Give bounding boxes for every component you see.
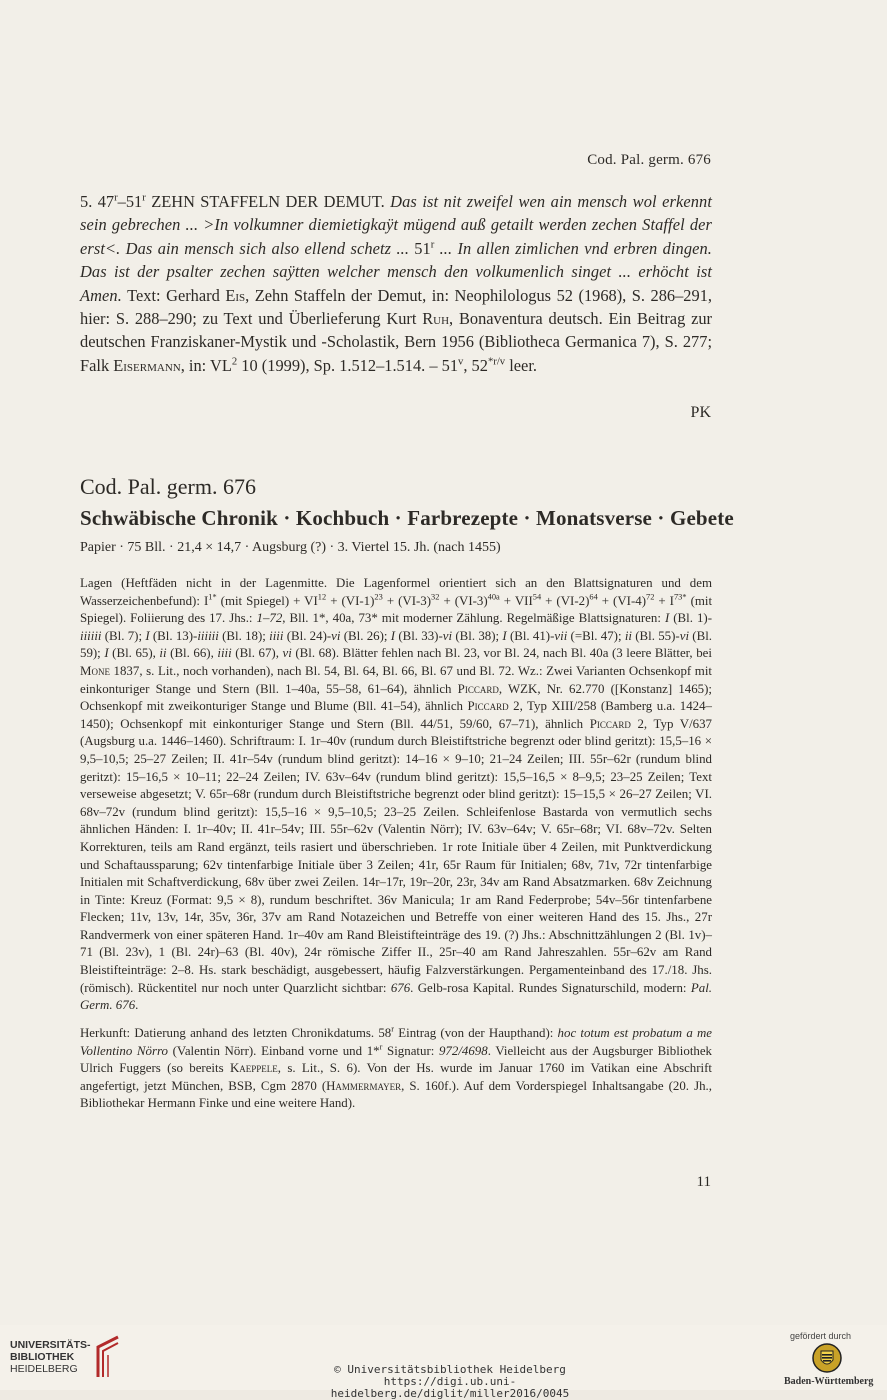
- sponsor-label: gefördert durch: [790, 1331, 852, 1341]
- copyright-notice: © Universitätsbibliothek Heidelberg https://digi.ub.uni-heidelberg.de/diglit/miller2016/0045: [270, 1364, 630, 1400]
- running-head: Cod. Pal. germ. 676: [587, 152, 711, 168]
- entry-heading: ZEHN STAFFELN DER DEMUT.: [145, 192, 391, 211]
- entry-5: 5. 47$^r$–51$^r$ ZEHN STAFFELN DER DEMUT. Das ist nit zweifel wen ain mensch wol erkennt sein gebrechen ... >In volkumner diemietigkaÿt mügend auß getailt werden zechen Staffel der erst<. Das ain mensch sich also ellend schetz ... 51$^r$ ... In allen zimlichen vnd erbren dingen. Das ist der psalter zechen saÿtten welcher mensch den volkumenlich singet ... erhöcht ist Amen. Text: Gerhard Eis, Zehn Staffeln der Demut, in: Neophilologus 52 (1968), S. 286–291, hier: S. 288–290; zu Text und Überlieferung Kurt Ruh, Bonaventura deutsch. Ein Beitrag zur deutschen Franziskaner-Mystik und -Scholastik, Bern 1956 (Bibliotheca Germanica 7), S. 277; Falk Eisermann, in: $VL^2$ 10 (1999), Sp. 1.512–1.514. – 51$^v$, $52^{*r/v}$ leer.: [80, 192, 713, 375]
- manuscript-subtitle: Schwäbische Chronik · Kochbuch · Farbrezepte · Monatsverse · Gebete: [80, 506, 734, 530]
- author-initials: PK: [690, 404, 711, 421]
- manuscript-title: Cod. Pal. germ. 676: [80, 474, 256, 499]
- ub-heidelberg-logo-icon[interactable]: [92, 1335, 122, 1379]
- provenance-paragraph: Herkunft: Datierung anhand des letzten Chronikdatums. 58$^r$ Eintrag (von der Haupthand): hoc totum est probatum a me Vollentino Nörro (Valentin Nörr). Einband vorne und 1*$^r$ Signatur: 972/4698. Vielleicht aus der Augsburger Bibliothek Ulrich Fuggers (so bereits Kaeppele, s. Lit., S. 6). Von der Hs. wurde im Januar 1760 im Vatikan eine Abschrift angefertigt, jetzt München, BSB, Cgm 2870 (Hammermayer, S. 160f.). Auf dem Vorderspiegel Inhaltsangabe (20. Jh., Bibliothekar Hermann Finke und eine weitere Hand).: [80, 1024, 713, 1111]
- sponsor-name[interactable]: Baden-Württemberg: [784, 1376, 874, 1387]
- permalink-url[interactable]: https://digi.ub.uni-heidelberg.de/diglit/miller2016/0045: [330, 1375, 570, 1400]
- entry-incipit: Das ist nit zweifel wen ain mensch wol erkennt sein gebrechen ... >In volkumner diemietigkaÿt mügend auß getailt werden zechen Staffel der erst<. Das ain mensch sich also ellend schetz ...: [80, 192, 713, 258]
- codicological-description: Lagen (Heftfäden nicht in der Lagenmitte. Die Lagenformel orientiert sich an den Blattsignaturen und dem Wasserzeichenbefund): $I^{1*}$ (mit Spiegel) + $VI^{12} + (VI-1)^{23} + (VI-3)^{32} + (VI-3)^{40a} + VII^{54} + (VI-2)^{64} + (VI-4)^{72} + I^{73*}$ (mit Spiegel). Foliierung des 17. Jhs.: 1–72, Bll. 1*, 40a, 73* mit moderner Zählung. Regelmäßige Blattsignaturen: I (Bl. 1)-iiiiii (Bl. 7); I (Bl. 13)-iiiiii (Bl. 18); iiii (Bl. 24)-vi (Bl. 26); I (Bl. 33)-vi (Bl. 38); I (Bl. 41)-vii (=Bl. 47); ii (Bl. 55)-vi (Bl. 59); I (Bl. 65), ii (Bl. 66), iiii (Bl. 67), vi (Bl. 68). Blätter fehlen nach Bl. 23, vor Bl. 24, nach Bl. 40a (3 leere Blätter, bei Mone 1837, s. Lit., noch vorhanden), nach Bl. 54, Bl. 64, Bl. 66, Bl. 67 und Bl. 72. Wz.: Zwei Varianten Ochsenkopf mit einkonturiger Stange und Stern (Bll. 1–40a, 55–58, 61–64), ähnlich Piccard, WZK, Nr. 62.770 ([Konstanz] 1465); Ochsenkopf mit zweikonturiger Stange und Blume (Bll. 41–54), ähnlich Piccard 2, Typ XIII/258 (Bamberg u.a. 1424–1450); Ochsenkopf mit einkonturiger Stange und Stern (Bll. 44/51, 59/60, 67–71), ähnlich Piccard 2, Typ V/637 (Augsburg u.a. 1446–1460). Schriftraum: I. 1r–40v (rundum durch Bleistiftstriche begrenzt oder blind geritzt): 15,5–16 × 9,5–10,5; 25–27 Zeilen; II. 41r–54v (rundum blind geritzt): 14–16 × 9–10; 21–24 Zeilen; III. 55r–62r (rundum blind geritzt): 15–16,5 × 10–11; 22–24 Zeilen; IV. 63v–64v (rundum blind geritzt): 15,5–16,5 × 8–9,5; 23–25 Zeilen; Text verseweise abgesetzt; V. 65r–68r (rundum durch Bleistiftstriche begrenzt oder blind geritzt): 15–15,5 × 26–27 Zeilen; VI. 68v–72v (rundum blind geritzt): 15,5–16 × 9,5–10,5; 23–25 Zeilen. Schleifenlose Bastarda von vermutlich sechs ähnlichen Händen: I. 1r–40v; II. 41r–54v; III. 55r–62v (Valentin Nörr); IV. 63v–64v; V. 65r–68r; VI. 68v–72v. Selten Korrekturen, teils am Rand ergänzt, teils rasiert und überschrieben. 1r rote Initiale über 4 Zeilen, mit Punktverdickung und Schaftaussparung; 62v tintenfarbige Initiale über 3 Zeilen; 41r, 65r Raum für Initialen; 68v, 71v, 72r tintenfarbige Initialen mit Schaftverdickung, 68v über zwei Zeilen. 14r–17r, 19r–20r, 23r, 34v am Rand Absatzmarken. 68v Zeichnung in Tinte: Kreuz (Format: 9,5 × 8), rundum beschriftet. 36v Manicula; 1r am Rand Federprobe; 54v–56r tintenfarbene Flecken; 11v, 13v, 14r, 35v, 36r, 37v am Rand Notazeichen und Betreffe von einer weiteren Hand des 15. Jhs., 27r Randvermerk von einer späteren Hand. 1r–40v am Rand Bleistifteinträge des 19. (?) Jhs.: Abschnittzählungen 2 (Bl. 1v)–71 (Bl. 23v), 1 (Bl. 24r)–63 (Bl. 40v), 24r römische Ziffer II., 25r–40 am Rand Jahreszahlen. 55r–62v am Rand Bleistifteinträge: 2–8. Hs. stark beschädigt, ausgebessert, häufig Falzverstärkungen. Pergamenteinband des 17./18. Jhs. (römisch). Rückentitel nur noch unter Quarzlicht sichtbar: 676. Gelb-rosa Kapital. Rundes Signaturschild, modern: Pal. Germ. 676.: [80, 576, 713, 1013]
- manuscript-meta: Papier · 75 Bll. · 21,4 × 14,7 · Augsburg (?) · 3. Viertel 15. Jh. (nach 1455): [80, 540, 501, 555]
- baden-wuerttemberg-seal-icon: [812, 1343, 842, 1373]
- page-number: 11: [696, 1174, 711, 1190]
- library-logo-text[interactable]: UNIVERSITÄTS- BIBLIOTHEK HEIDELBERG: [10, 1339, 91, 1375]
